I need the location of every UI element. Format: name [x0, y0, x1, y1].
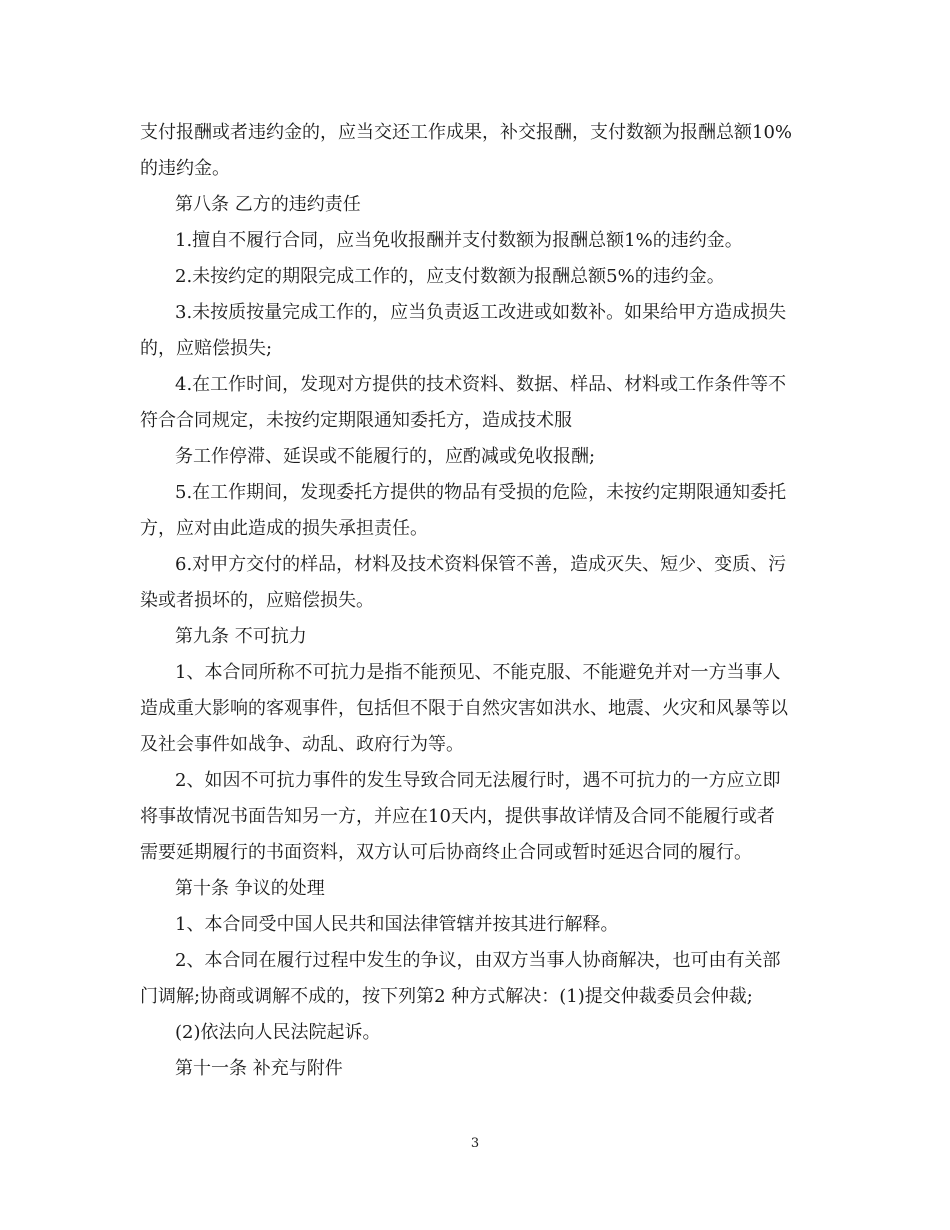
text-line: 的违约金。	[140, 158, 230, 179]
text-line: 2.未按约定的期限完成工作的，应支付数额为报酬总额5%的违约金。	[175, 266, 725, 287]
text-line: 1、本合同受中国人民共和国法律管辖并按其进行解释。	[175, 914, 619, 935]
text-line: 6.对甲方交付的样品，材料及技术资料保管不善，造成灭失、短少、变质、污	[175, 554, 787, 575]
section-heading: 第十条 争议的处理	[175, 878, 325, 899]
text-line: 门调解;协商或调解不成的，按下列第2 种方式解决：(1)提交仲裁委员会仲裁;	[140, 986, 753, 1007]
text-line: 务工作停滞、延误或不能履行的，应酌减或免收报酬;	[175, 446, 596, 467]
text-line: 2、如因不可抗力事件的发生导致合同无法履行时，遇不可抗力的一方应立即	[175, 770, 781, 791]
text-line: 及社会事件如战争、动乱、政府行为等。	[140, 734, 464, 755]
text-line: 支付报酬或者违约金的，应当交还工作成果，补交报酬，支付数额为报酬总额10%	[140, 122, 793, 143]
text-line: (2)依法向人民法院起诉。	[175, 1022, 381, 1043]
text-line: 4.在工作时间，发现对方提供的技术资料、数据、样品、材料或工作条件等不	[175, 374, 787, 395]
text-line: 方，应对由此造成的损失承担责任。	[140, 518, 428, 539]
text-line: 的，应赔偿损失;	[140, 338, 273, 359]
text-line: 1、本合同所称不可抗力是指不能预见、不能克服、不能避免并对一方当事人	[175, 662, 781, 683]
text-line: 需要延期履行的书面资料，双方认可后协商终止合同或暂时延迟合同的履行。	[140, 842, 752, 863]
section-heading: 第十一条 补充与附件	[175, 1058, 343, 1079]
page-number: 3	[470, 1136, 480, 1151]
text-line: 1.擅自不履行合同，应当免收报酬并支付数额为报酬总额1%的违约金。	[175, 230, 743, 251]
text-line: 5.在工作期间，发现委托方提供的物品有受损的危险，未按约定期限通知委托	[175, 482, 787, 503]
section-heading: 第九条 不可抗力	[175, 626, 307, 647]
text-line: 染或者损坏的，应赔偿损失。	[140, 590, 374, 611]
text-line: 将事故情况书面告知另一方，并应在10天内，提供事故详情及合同不能履行或者	[140, 806, 775, 827]
section-heading: 第八条 乙方的违约责任	[175, 194, 361, 215]
text-line: 3.未按质按量完成工作的，应当负责返工改进或如数补。如果给甲方造成损失	[175, 302, 787, 323]
text-line: 符合合同规定，未按约定期限通知委托方，造成技术服	[140, 410, 572, 431]
text-line: 造成重大影响的客观事件，包括但不限于自然灾害如洪水、地震、火灾和风暴等以	[140, 698, 788, 719]
text-line: 2、本合同在履行过程中发生的争议，由双方当事人协商解决，也可由有关部	[175, 950, 781, 971]
